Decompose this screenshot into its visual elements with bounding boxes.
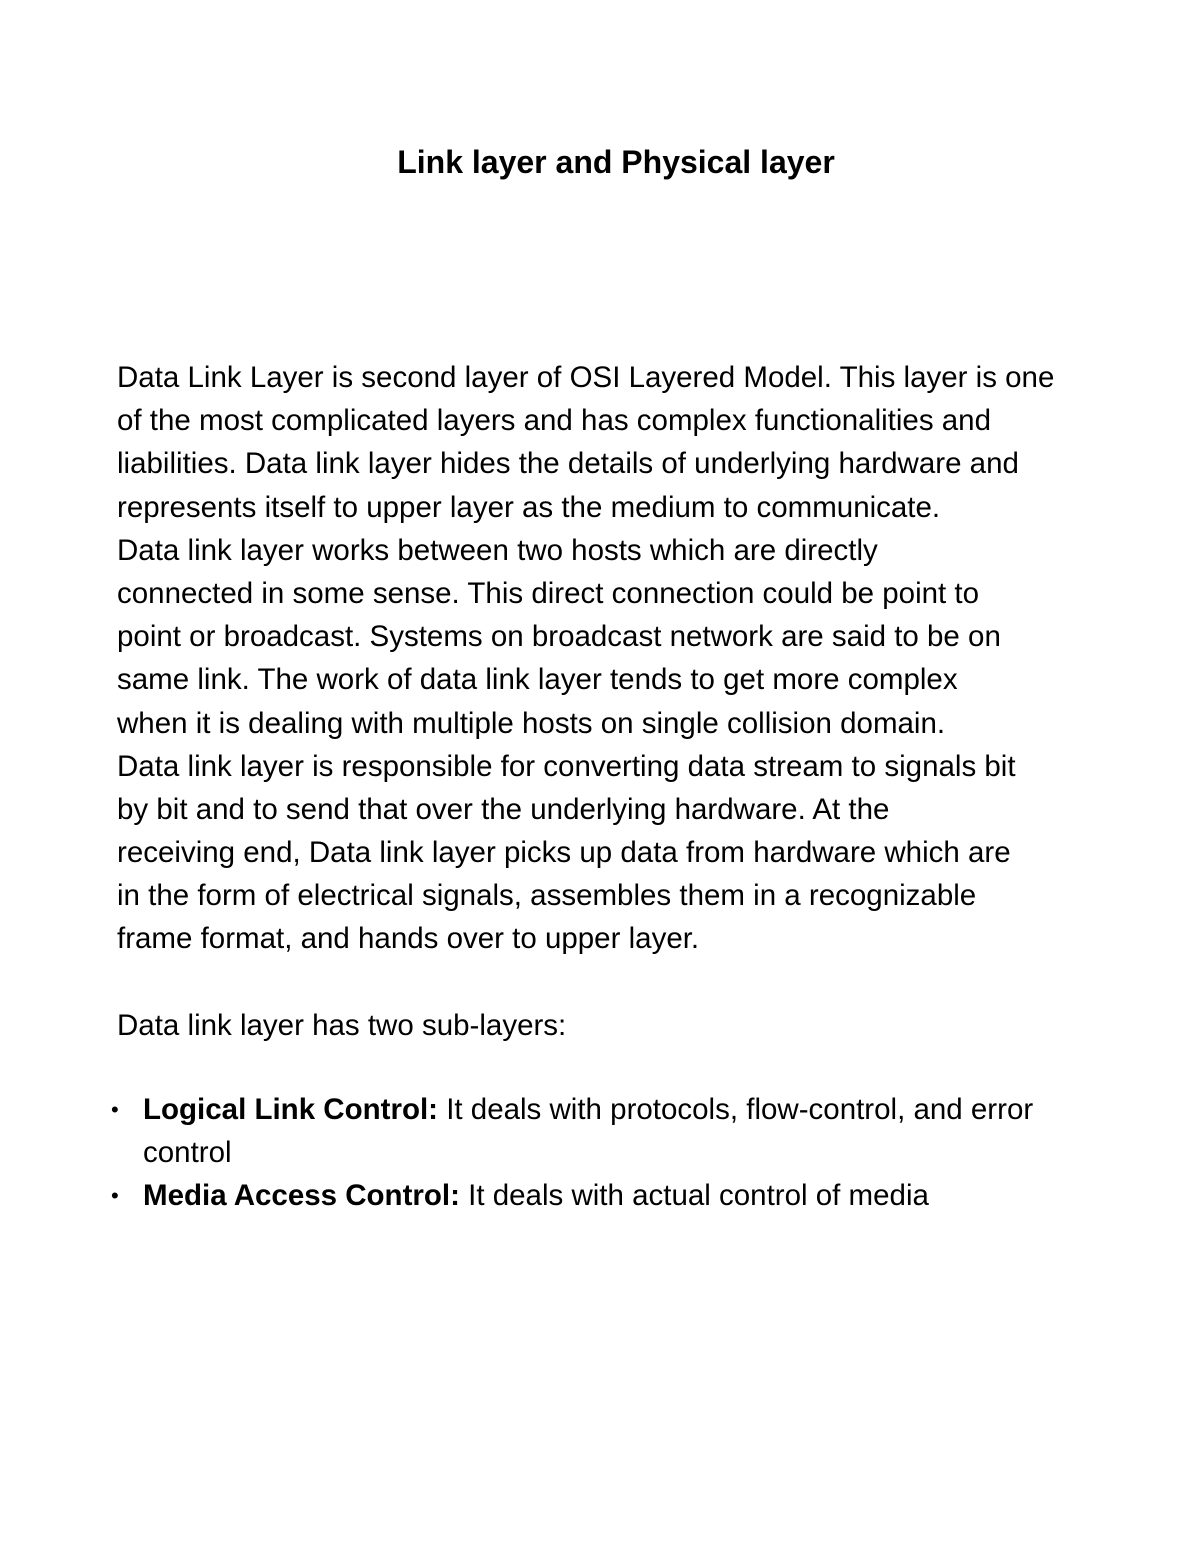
paragraph-line: frame format, and hands over to upper layer. xyxy=(117,922,700,956)
paragraph-line: of the most complicated layers and has complex functionalities and xyxy=(117,404,991,438)
paragraph-line: same link. The work of data link layer tends to get more complex xyxy=(117,663,958,697)
paragraph-line: Data Link Layer is second layer of OSI Layered Model. This layer is one xyxy=(117,361,1055,394)
paragraph-line: represents itself to upper layer as the medium to communicate. xyxy=(117,490,941,524)
sublayers-intro: Data link layer has two sub-layers: xyxy=(117,1009,567,1042)
list-item xyxy=(0,1088,1143,1174)
sublayer-description: It deals with actual control of media xyxy=(459,1179,929,1213)
sublayers-list xyxy=(0,1088,1143,1218)
sublayer-term: Logical Link Control: xyxy=(143,1093,438,1126)
paragraph-line: when it is dealing with multiple hosts on single collision domain. xyxy=(117,706,946,740)
bullet-icon: • xyxy=(111,1183,119,1209)
paragraph-line: liabilities. Data link layer hides the details of underlying hardware and xyxy=(117,447,1019,481)
body-paragraph xyxy=(117,356,1157,961)
document-title: Link layer and Physical layer xyxy=(397,144,835,180)
paragraph-line: Data link layer works between two hosts which are directly xyxy=(117,533,878,567)
bullet-icon: • xyxy=(111,1097,119,1122)
list-item xyxy=(0,1174,1143,1217)
paragraph-line: connected in some sense. This direct connection could be point to xyxy=(117,576,980,610)
sublayer-term: Media Access Control: xyxy=(143,1179,460,1213)
sublayer-description-continuation: control xyxy=(143,1136,232,1170)
paragraph-line: point or broadcast. Systems on broadcast network are said to be on xyxy=(117,620,1001,654)
paragraph-line: receiving end, Data link layer picks up data from hardware which are xyxy=(117,836,1011,870)
paragraph-line: in the form of electrical signals, assembles them in a recognizable xyxy=(117,879,977,913)
paragraph-line: Data link layer is responsible for converting data stream to signals bit xyxy=(117,749,1016,783)
sublayer-description: It deals with protocols, flow-control, and error xyxy=(438,1093,1034,1126)
paragraph-line: by bit and to send that over the underlying hardware. At the xyxy=(117,792,890,826)
